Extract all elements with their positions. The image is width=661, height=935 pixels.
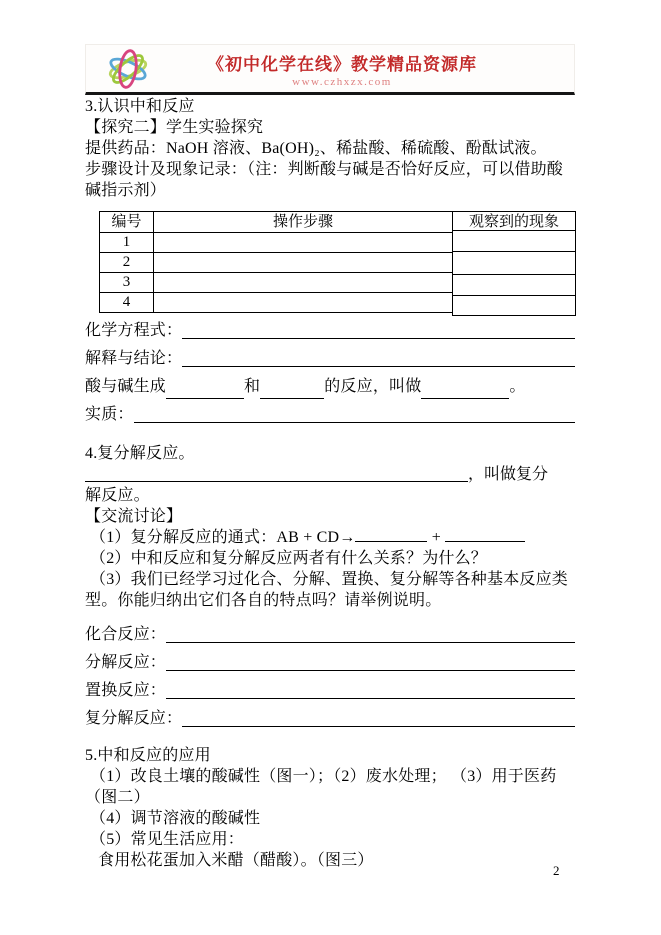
step-cell [154, 253, 453, 273]
banner-text [170, 50, 574, 88]
displace-label: 置换反应： [85, 682, 167, 699]
atom-icon [101, 47, 155, 91]
definition-continuation: 解反应。 [85, 487, 150, 504]
observation-cell [453, 253, 576, 273]
acid-base-part2: 和 [244, 378, 261, 395]
steps-note: 步骤设计及现象记录：（注：判断酸与碱是否恰好反应，可以借助酸碱指示剂） [85, 161, 564, 199]
plus-sign: + [431, 529, 441, 546]
blank-line [85, 481, 468, 482]
table-header-steps: 操作步骤 [154, 212, 453, 233]
question1-prefix: （1）复分解反应的通式：AB + CD→ [90, 529, 356, 546]
explore2-heading: 【探究二】学生实验探究 [85, 119, 264, 136]
equation-label: 化学方程式： [85, 322, 183, 339]
essence-blank-row [85, 399, 575, 427]
row-number-cell: 2 [100, 253, 154, 273]
definition-suffix: ，叫做复分 [468, 466, 549, 483]
blank-line [166, 384, 244, 399]
application-item-4: （4）调节溶液的酸碱性 [90, 810, 261, 827]
application-item-5: （5）常见生活应用： [90, 831, 245, 848]
question2: （2）中和反应和复分解反应两者有什么关系？为什么？ [90, 550, 488, 567]
acid-base-part4: 。 [509, 378, 526, 395]
experiment-table [99, 211, 575, 313]
row-number-cell: 3 [100, 273, 154, 293]
question3: （3）我们已经学习过化合、分解、置换、复分解等各种基本反应类型。你能归纳出它们各自的特点吗？请举例说明。 [85, 571, 569, 609]
step-cell [154, 273, 453, 293]
discussion-heading: 【交流讨论】 [85, 508, 183, 525]
observation-cell [453, 273, 576, 293]
displace-blank-row [85, 675, 575, 703]
question1 [85, 527, 575, 548]
site-header-banner [85, 44, 575, 95]
blank-line [134, 422, 575, 423]
blank-line [445, 527, 525, 542]
table-row [100, 253, 576, 273]
blank-line [355, 527, 427, 542]
row-number-cell: 4 [100, 293, 154, 313]
conclusion-blank-row [85, 343, 575, 371]
table-header-observation: 观察到的现象 [468, 214, 559, 230]
blank-line [182, 366, 575, 367]
reagents-line: 提供药品：NaOH 溶液、Ba(OH)₂、稀盐酸、稀硫酸、酚酞试液。 [85, 140, 547, 157]
acid-base-part1: 酸与碱生成 [85, 378, 167, 395]
blank-line [182, 338, 575, 339]
page-number: 2 [553, 863, 560, 878]
blank-line [421, 384, 509, 399]
section3-title: 3.认识中和反应 [85, 98, 195, 115]
blank-line [260, 384, 324, 399]
site-url: www.czhxzx.com [292, 75, 392, 88]
site-title: 《初中化学在线》教学精品资源库 [207, 54, 477, 74]
essence-label: 实质： [85, 406, 134, 423]
equation-blank-row [85, 315, 575, 343]
combine-label: 化合反应： [85, 626, 167, 643]
decompose-blank-row [85, 647, 575, 675]
section5-title: 5.中和反应的应用 [85, 747, 211, 764]
blank-line [166, 670, 575, 671]
decompose-label: 分解反应： [85, 654, 167, 671]
application-item-5-detail: 食用松花蛋加入米醋（醋酸）。（图三） [98, 852, 374, 869]
section4-title: 4.复分解反应。 [85, 445, 195, 462]
step-cell [154, 233, 453, 253]
document-content [85, 96, 575, 871]
observation-cell [453, 293, 576, 313]
application-items-1-3: （1）改良土壤的酸碱性（图一）；（2）废水处理； （3）用于医药（图二） [85, 768, 557, 806]
blank-line [166, 698, 575, 699]
table-header-number: 编号 [100, 212, 154, 233]
definition-blank-row [85, 464, 575, 485]
table-row [100, 273, 576, 293]
double-decompose-label: 复分解反应： [85, 710, 183, 727]
site-logo [86, 47, 170, 91]
blank-line [182, 726, 575, 727]
row-number-cell: 1 [100, 233, 154, 253]
table-row [100, 293, 576, 313]
blank-line [166, 642, 575, 643]
double-decompose-blank-row [85, 703, 575, 731]
table-row [100, 233, 576, 253]
conclusion-label: 解释与结论： [85, 350, 183, 367]
step-cell [154, 293, 453, 313]
observation-cell [453, 233, 576, 253]
acid-base-part3: 的反应，叫做 [324, 378, 422, 395]
combine-blank-row [85, 619, 575, 647]
acid-base-sentence [85, 371, 575, 399]
